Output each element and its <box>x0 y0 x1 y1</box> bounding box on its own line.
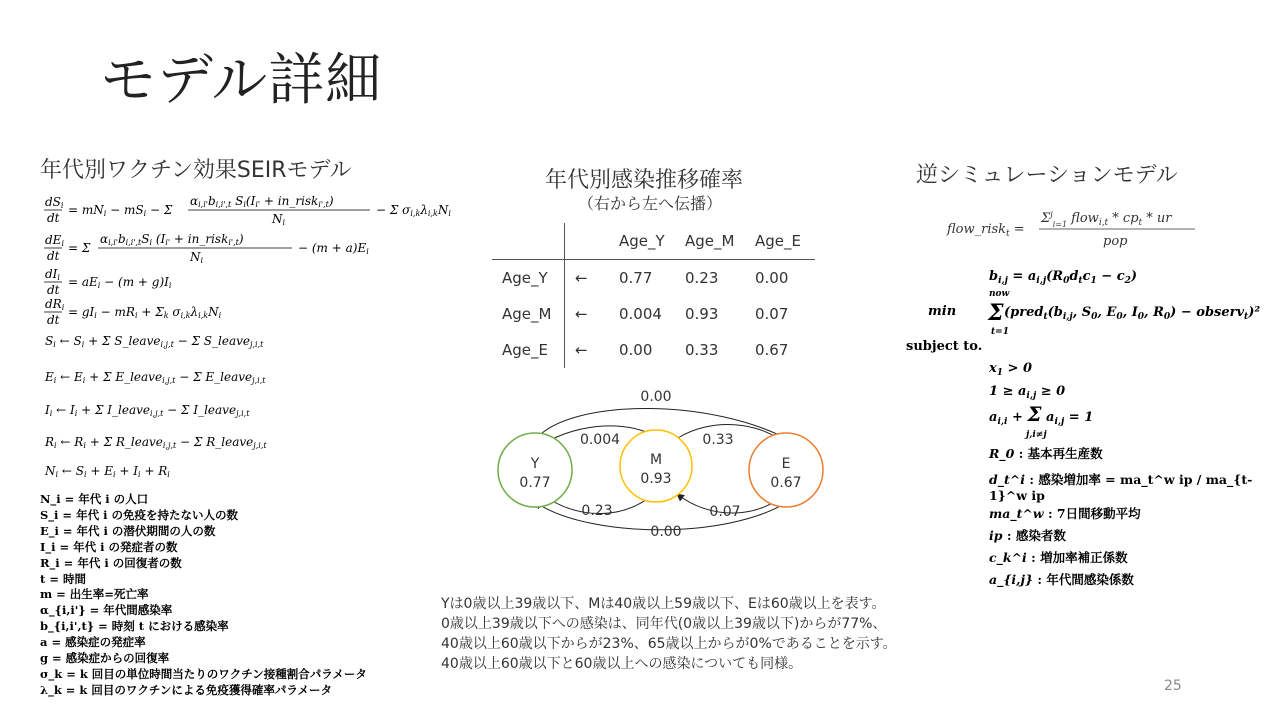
svg-text:dIi: dIi <box>45 267 60 282</box>
svg-text:αi,i'bi,i',tSi (Ii' + in_riski: αi,i'bi,i',tSi (Ii' + in_riski',t) <box>100 232 244 247</box>
svg-text:− (m + a)Ei: − (m + a)Ei <box>298 241 369 256</box>
svg-text:Σ: Σ <box>988 300 1004 326</box>
seir-section-heading: 年代別ワクチン効果SEIRモデル <box>40 158 352 183</box>
optimization-graphic <box>900 262 1270 462</box>
node-y-value: 0.77 <box>519 475 551 491</box>
node-e-value: 0.67 <box>770 475 802 491</box>
table-cell: 0.00 <box>619 341 653 359</box>
definition-item: N_i = 年代 i の人口 <box>40 492 149 506</box>
inverse-sim-definitions <box>989 444 1269 592</box>
table-cell: 0.00 <box>755 269 789 287</box>
svg-text:Ni: Ni <box>272 212 286 227</box>
edge-y-m-label: 0.004 <box>579 432 621 448</box>
arrow-left-icon: ← <box>575 269 588 287</box>
definition-item: a_{i,j} : 年代間感染係数 <box>989 572 1134 587</box>
transition-caption <box>441 594 961 674</box>
table-header-row <box>492 223 815 260</box>
seir-equations-graphic <box>40 192 480 488</box>
definition-item: m = 出生率=死亡率 <box>40 587 149 602</box>
definition-item: a = 感染症の発症率 <box>40 635 146 650</box>
svg-text:now: now <box>989 289 1010 299</box>
node-e-label: E <box>781 456 791 472</box>
svg-text:ai,i + Σ ai,j = 1: $a_{i,i} + \Sigma$ $a_{i,j} = 1$ <box>989 402 1094 427</box>
table-cell: 0.67 <box>755 341 789 359</box>
caption-line: Yは0歳以上39歳以下、Mは40歳以上59歳以下、Eは60歳以上を表す。 <box>441 596 886 612</box>
table-row <box>492 296 815 332</box>
svg-text:Ei ← Ei + Σ E_leavei,j,t − Σ E: Ei ← Ei + Σ E_leavei,j,t − Σ E_leavej,i,t <box>45 370 266 385</box>
definition-item: I_i = 年代 i の発症者の数 <box>40 539 178 554</box>
svg-text:dSi: dSi <box>45 195 64 210</box>
definition-item: b_{i,i',t} = 時刻 t における感染率 <box>40 619 229 634</box>
row-label: Age_Y <box>492 260 565 297</box>
definition-item: g = 感染症からの回復率 <box>40 651 170 666</box>
definition-item: σ_k = k 回目の単位時間当たりのワクチン接種割合パラメータ <box>40 666 367 681</box>
constraint-source <box>0 0 1 1</box>
arrow-left-icon: ← <box>575 341 588 359</box>
svg-text:1 ≥ ai,j ≥ 0: $1 \ge a_{i,j} \ge 0$ <box>989 384 1066 401</box>
caption-line: 0歳以上39歳以下への感染は、同年代(0歳以上39歳以下)からが77%、 <box>441 616 887 632</box>
svg-text:Ni ← Si + Ei + Ii + Ri: Ni ← Si + Ei + Ii + Ri <box>45 464 170 479</box>
definition-item: R_i = 年代 i の回復者の数 <box>40 555 182 570</box>
table-cell: 0.77 <box>619 269 653 287</box>
column-header: Age_Y <box>609 223 675 260</box>
node-m-label: M <box>649 452 663 468</box>
definition-item: λ_k = k 回目のワクチンによる免疫獲得確率パラメータ <box>40 682 332 697</box>
min-label: min <box>928 304 957 319</box>
svg-text:= aEi − (m + g)Ii: = aEi − (m + g)Ii <box>68 275 172 290</box>
flow-risk-graphic <box>945 207 1245 249</box>
caption-line: 40歳以上60歳以下と60歳以上への感染についても同様。 <box>441 656 803 672</box>
caption-line: 40歳以上60歳以下からが23%、65歳以上からが0%であることを示す。 <box>441 636 897 652</box>
svg-text:dEi: dEi <box>45 233 65 248</box>
definition-item: S_i = 年代 i の免疫を持たない人の数 <box>40 507 238 522</box>
definition-item: t = 時間 <box>40 571 86 586</box>
table-cell: 0.004 <box>619 305 662 323</box>
svg-text:Σji=1 flowi,t * cpt * ur: $\Sigma^j_{i=1}$ flow$_{i,t}$ * $cp_t$ * ur <box>1041 210 1172 229</box>
svg-text:Ri ← Ri + Σ R_leavei,j,t − Σ R: Ri ← Ri + Σ R_leavei,j,t − Σ R_leavej,i,t <box>45 435 267 450</box>
table-row <box>492 260 815 297</box>
edge-e-y-label: 0.00 <box>650 524 682 540</box>
column-header: Age_E <box>745 223 815 260</box>
definition-item: E_i = 年代 i の潜伏期間の人の数 <box>40 523 216 538</box>
table-cell: 0.93 <box>685 305 719 323</box>
svg-text:dt: dt <box>47 313 60 327</box>
svg-text:αi,i'bi,i',t Si(Ii' + in_riski: αi,i'bi,i',t Si(Ii' + in_riski',t) <box>190 194 334 209</box>
svg-text:= mNi − mSi − Σ: = mNi − mSi − Σ <box>68 203 173 218</box>
svg-text:Ii ← Ii + Σ I_leavei,j,t − Σ I: Ii ← Ii + Σ I_leavei,j,t − Σ I_leavej,i,t <box>45 403 250 418</box>
column-header: Age_M <box>675 223 745 260</box>
definition-item: R_0 : 基本再生産数 <box>989 446 1103 461</box>
transition-table <box>492 223 815 368</box>
svg-text:x1 > 0: $x_1 > 0$ <box>989 361 1033 378</box>
page-title: モデル詳細 <box>100 48 383 113</box>
svg-text:− Σ σi,kλi,kNi: − Σ σi,kλi,kNi <box>376 203 451 218</box>
table-cell: 0.07 <box>755 305 789 323</box>
svg-text:dt: dt <box>47 249 60 263</box>
svg-text:j,i≠j: j,i≠j <box>1026 430 1047 440</box>
svg-text:t=1: t=1 <box>991 327 1009 337</box>
edge-m-y-label: 0.23 <box>581 503 613 519</box>
edge-m-e-label: 0.33 <box>702 432 734 448</box>
edge-e-m-label: 0.07 <box>709 504 741 520</box>
node-y-label: Y <box>530 456 540 472</box>
edge-y-e-label: 0.00 <box>640 389 672 405</box>
svg-text:Si ← Si + Σ S_leavei,j,t − Σ S: Si ← Si + Σ S_leavei,j,t − Σ S_leavej,i,t <box>45 334 264 349</box>
row-label: Age_E <box>492 332 565 368</box>
svg-text:= Σ: = Σ <box>68 241 91 255</box>
definition-item: c_k^i : 増加率補正係数 <box>989 550 1128 565</box>
table-cell: 0.23 <box>685 269 719 287</box>
seir-definitions <box>40 492 460 699</box>
page-number: 25 <box>1164 678 1182 694</box>
transition-section-heading: 年代別感染推移確率 <box>545 168 744 193</box>
row-label: Age_M <box>492 296 565 332</box>
svg-text:dt: dt <box>47 211 60 225</box>
svg-text:Ni: Ni <box>190 250 204 265</box>
flow-risk-formula <box>945 207 1245 249</box>
definition-item: α_{i,i'} = 年代間感染率 <box>40 603 173 618</box>
transition-subheading: （右から左へ伝播） <box>578 194 723 213</box>
definition-item: d_t^i : 感染増加率 = ma_t^w ip / ma_{t-1}^w ip <box>989 472 1253 503</box>
arrow-left-icon: ← <box>575 305 588 323</box>
subject-to-label: subject to. <box>906 339 983 354</box>
table-cell: 0.33 <box>685 341 719 359</box>
transition-graph-svg <box>480 380 840 550</box>
definition-item: ip : 感染者数 <box>989 528 1066 543</box>
svg-text:dt: dt <box>47 283 60 297</box>
seir-equations <box>40 192 480 488</box>
svg-text:pop: pop <box>1103 234 1128 249</box>
optimization-problem <box>900 262 1270 462</box>
transition-graph <box>480 380 840 550</box>
inverse-sim-section-heading: 逆シミュレーションモデル <box>916 163 1178 188</box>
svg-text:bi,j = ai,j(R0dtc1 − c2): $b_{i,j} = a_{i,j}(R_0d_tc_1 - c_2)$ <box>989 269 1138 286</box>
definition-item: ma_t^w : 7日間移動平均 <box>989 506 1141 521</box>
svg-text:(predt(bi,j, S0, E0, I0, R0) −: ($pred_t(b_{i,j}$, $S_0$, $E_0$, $I_0$, $R_0$) − observ$_t$)² <box>1004 305 1261 322</box>
table-row <box>492 332 815 368</box>
svg-text:flow_riskt =: flow_risk$_t$ = <box>947 222 1025 239</box>
node-m-value: 0.93 <box>640 471 672 487</box>
svg-text:= gIi − mRi + Σk σi,kλi,kNi: = gIi − mRi + Σk σi,kλi,kNi <box>68 305 222 320</box>
svg-text:dRi: dRi <box>45 297 65 312</box>
